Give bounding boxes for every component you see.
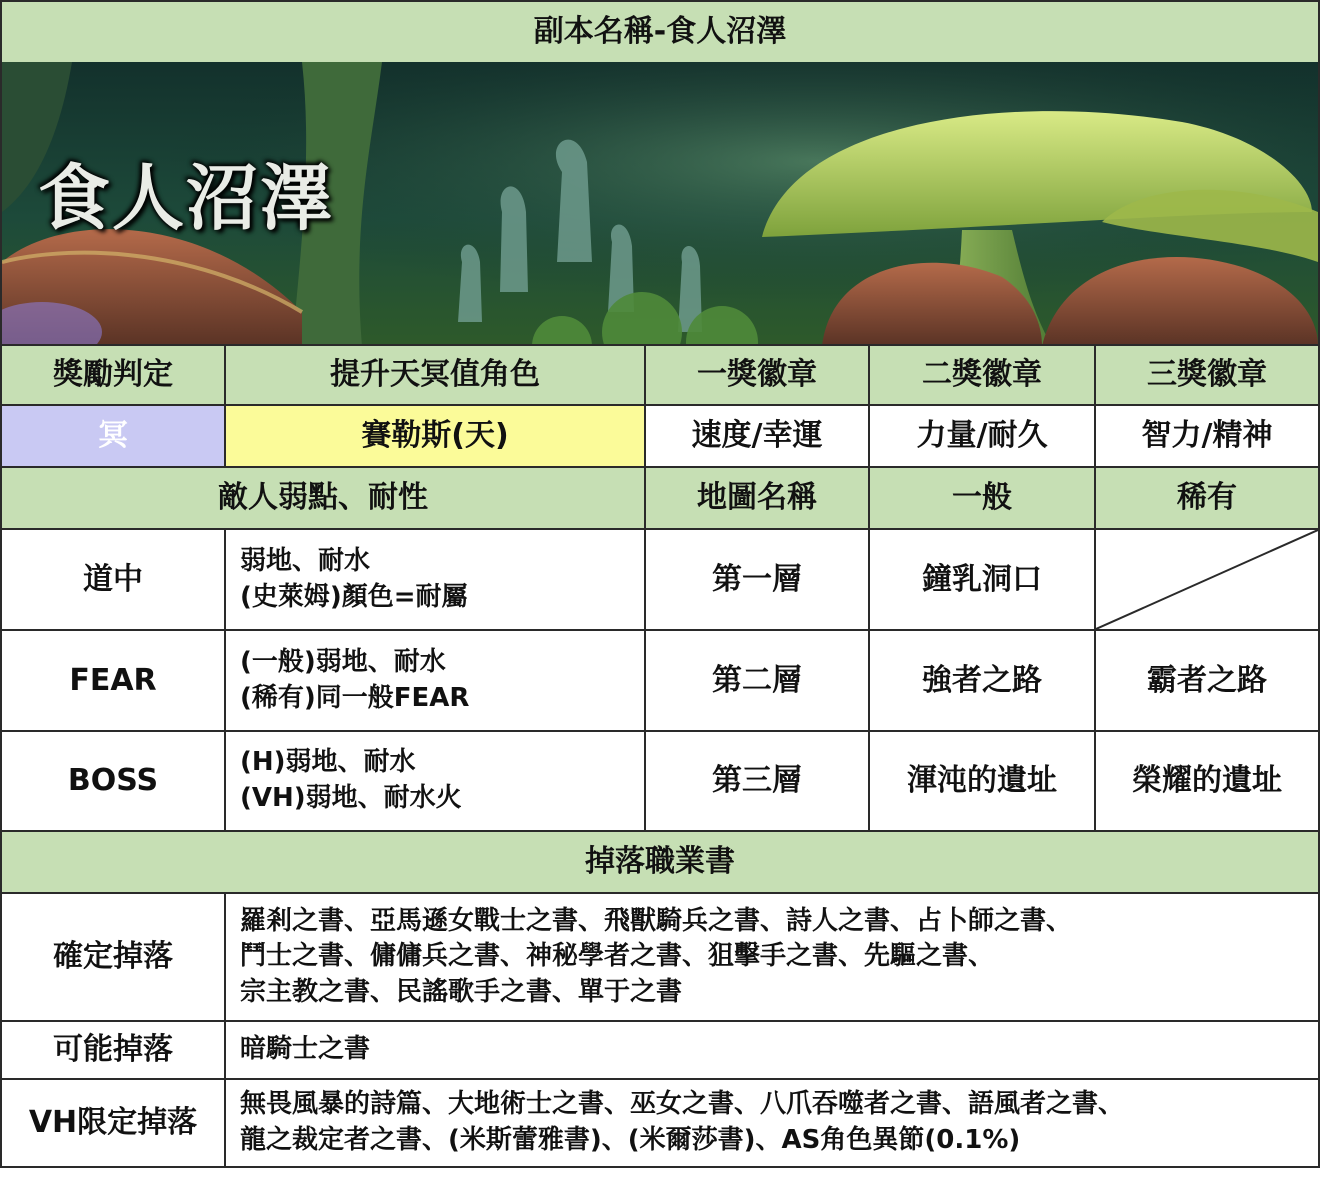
drop-label-cell: 可能掉落 bbox=[0, 1020, 226, 1080]
reward-badge-2-value: 力量/耐久 bbox=[868, 404, 1096, 468]
reward-header-badge-3: 三獎徽章 bbox=[1094, 344, 1320, 406]
enemy-weakness-line: (一般)弱地、耐水 bbox=[240, 646, 446, 677]
enemy-weakness-line: 弱地、耐水 bbox=[240, 545, 371, 576]
enemy-map-cell: 第一層 bbox=[644, 528, 870, 631]
drop-label-cell: VH限定掉落 bbox=[0, 1078, 226, 1168]
reward-character-value: 賽勒斯(天) bbox=[224, 404, 646, 468]
enemy-weakness-line: (VH)弱地、耐水火 bbox=[240, 783, 462, 813]
enemy-normal-cell: 鐘乳洞口 bbox=[868, 528, 1096, 631]
enemy-weakness-line: (史萊姆)顏色=耐屬 bbox=[240, 581, 468, 612]
enemy-map-cell: 第三層 bbox=[644, 730, 870, 832]
enemy-map-cell: 第二層 bbox=[644, 629, 870, 732]
reward-header-badge-2: 二獎徽章 bbox=[868, 344, 1096, 406]
enemy-type-cell: 道中 bbox=[0, 528, 226, 631]
drops-header: 掉落職業書 bbox=[0, 830, 1320, 894]
diagonal-slash-mark bbox=[1096, 530, 1318, 629]
enemy-header-rare: 稀有 bbox=[1094, 466, 1320, 530]
drop-label-cell: 確定掉落 bbox=[0, 892, 226, 1022]
drop-books-cell bbox=[224, 892, 1320, 1022]
enemy-header-weakness: 敵人弱點、耐性 bbox=[0, 466, 646, 530]
enemy-normal-cell: 強者之路 bbox=[868, 629, 1096, 732]
drop-books-cell bbox=[224, 1078, 1320, 1168]
reward-judgement-value: 冥 bbox=[0, 404, 226, 468]
drop-books-line: 羅剎之書、亞馬遜女戰士之書、飛獸騎兵之書、詩人之書、占卜師之書、 bbox=[240, 905, 1073, 936]
enemy-header-normal: 一般 bbox=[868, 466, 1096, 530]
reward-badge-3-value: 智力/精神 bbox=[1094, 404, 1320, 468]
reward-header-judgement: 獎勵判定 bbox=[0, 344, 226, 406]
banner-title-text: 食人沼澤 bbox=[38, 155, 335, 240]
enemy-normal-cell: 渾沌的遺址 bbox=[868, 730, 1096, 832]
enemy-rare-cell-empty bbox=[1094, 528, 1320, 631]
enemy-weakness-line: (H)弱地、耐水 bbox=[240, 747, 416, 778]
enemy-rare-cell: 霸者之路 bbox=[1094, 629, 1320, 732]
drop-books-line: 無畏風暴的詩篇、大地術士之書、巫女之書、八爪吞噬者之書、語風者之書、 bbox=[240, 1089, 1125, 1120]
enemy-weakness-cell bbox=[224, 730, 646, 832]
reward-badge-1-value: 速度/幸運 bbox=[644, 404, 870, 468]
enemy-header-map: 地圖名稱 bbox=[644, 466, 870, 530]
sheet-title: 副本名稱-食人沼澤 bbox=[0, 0, 1320, 64]
drop-books-line: 宗主教之書、民謠歌手之書、單于之書 bbox=[240, 976, 683, 1007]
enemy-type-cell: FEAR bbox=[0, 629, 226, 732]
drop-books-line: 暗騎士之書 bbox=[240, 1034, 371, 1065]
reward-header-character: 提升天冥值角色 bbox=[224, 344, 646, 406]
drop-books-line: 鬥士之書、傭傭兵之書、神秘學者之書、狙擊手之書、先驅之書、 bbox=[240, 941, 995, 972]
drop-books-cell bbox=[224, 1020, 1320, 1080]
enemy-rare-cell: 榮耀的遺址 bbox=[1094, 730, 1320, 832]
drop-books-line: 龍之裁定者之書、(米斯蕾雅書)、(米爾莎書)、AS角色異節(0.1%) bbox=[240, 1125, 1021, 1155]
enemy-weakness-line: (稀有)同一般FEAR bbox=[240, 682, 470, 713]
enemy-weakness-cell bbox=[224, 629, 646, 732]
dungeon-banner-image bbox=[0, 62, 1320, 346]
enemy-weakness-cell bbox=[224, 528, 646, 631]
enemy-type-cell: BOSS bbox=[0, 730, 226, 832]
reward-header-badge-1: 一獎徽章 bbox=[644, 344, 870, 406]
